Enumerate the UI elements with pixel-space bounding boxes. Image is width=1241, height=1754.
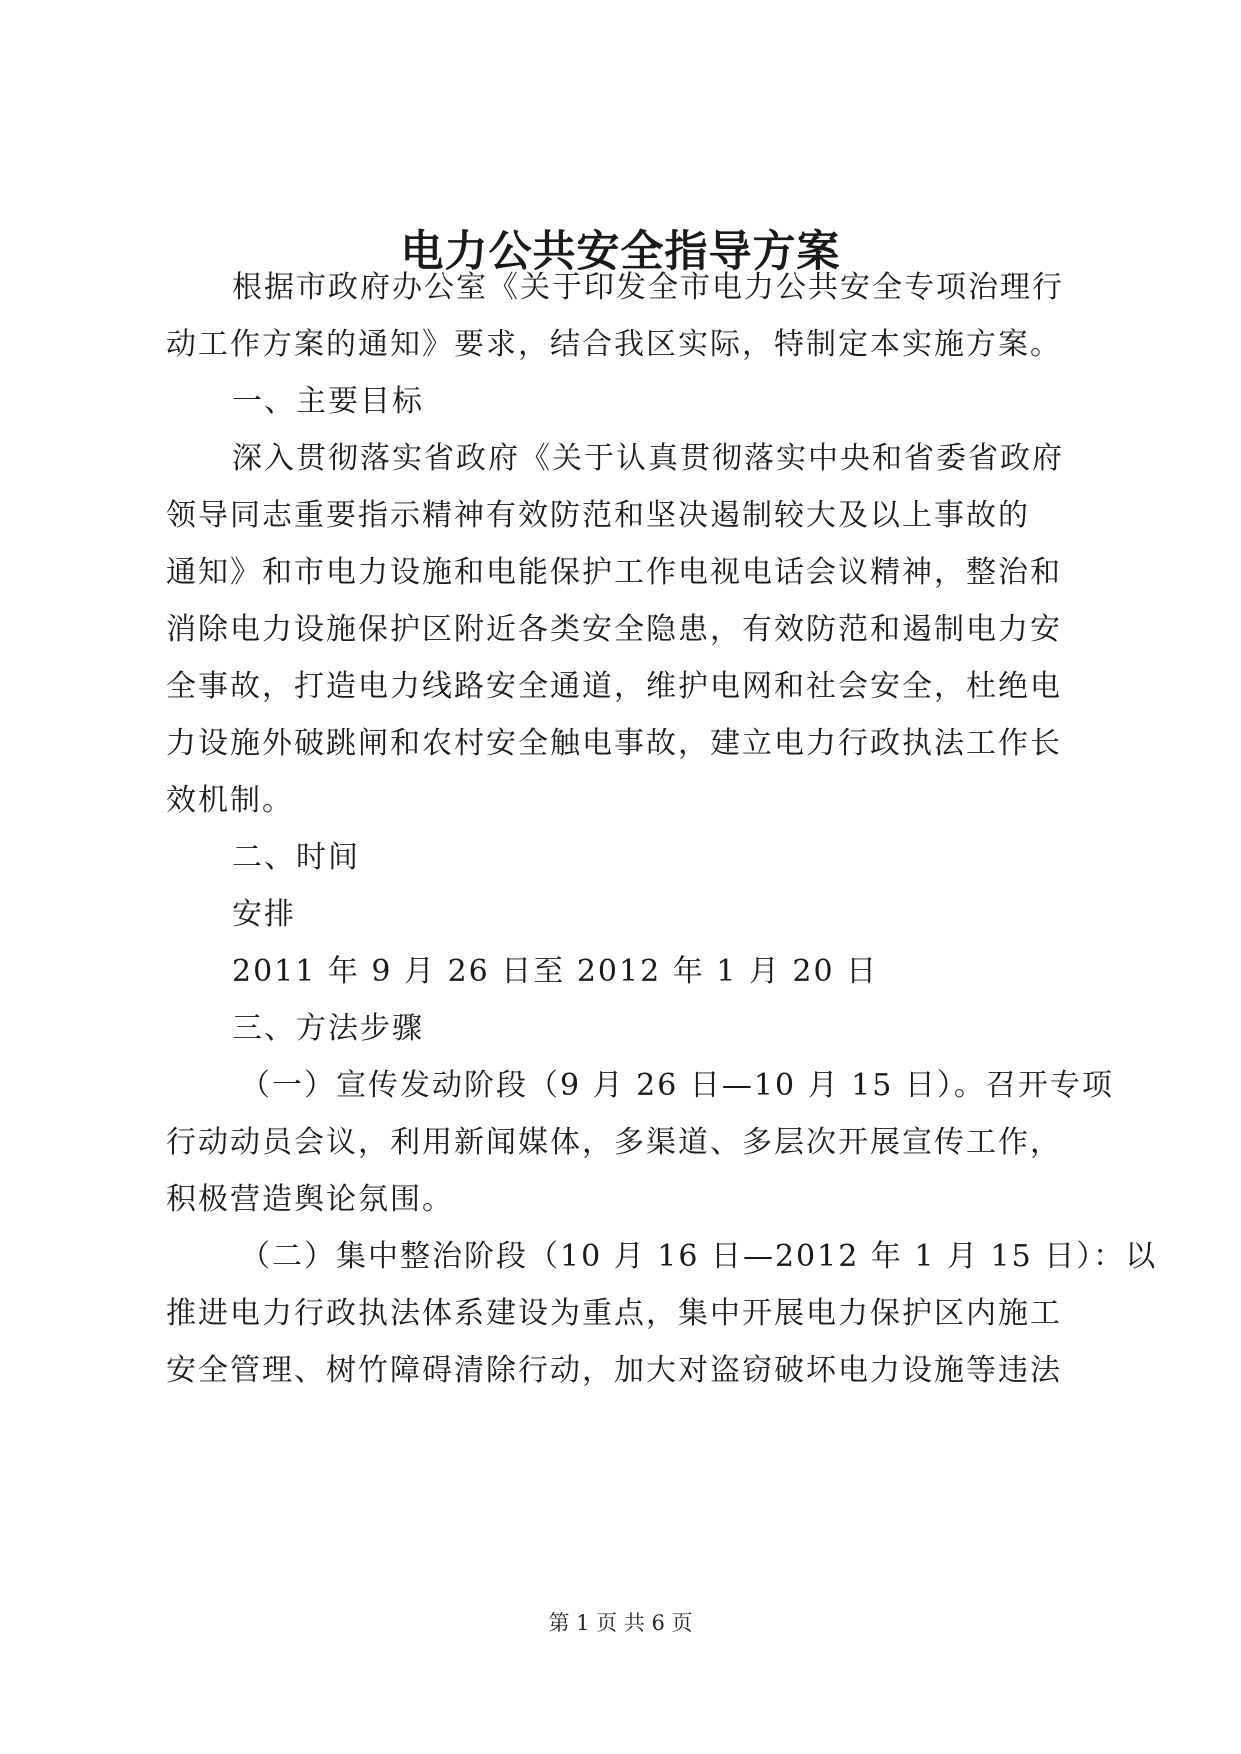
section-heading: 三、方法步骤 bbox=[232, 1011, 424, 1046]
paragraph-line: 根据市政府办公室《关于印发全市电力公共安全专项治理行 bbox=[232, 270, 1064, 305]
paragraph-line: 安排 bbox=[232, 897, 296, 932]
paragraph-line: 深入贯彻落实省政府《关于认真贯彻落实中央和省委省政府 bbox=[232, 441, 1064, 476]
section-heading: 二、时间 bbox=[232, 840, 360, 875]
paragraph-line: 行动动员会议，利用新闻媒体，多渠道、多层次开展宣传工作， bbox=[166, 1125, 1062, 1160]
paragraph-line: 领导同志重要指示精神有效防范和坚决遏制较大及以上事故的 bbox=[166, 498, 1030, 533]
document-title: 电力公共安全指导方案 bbox=[400, 227, 841, 277]
section-heading: 一、主要目标 bbox=[232, 384, 424, 419]
paragraph-line: 动工作方案的通知》要求，结合我区实际，特制定本实施方案。 bbox=[166, 327, 1062, 362]
paragraph-line: 推进电力行政执法体系建设为重点，集中开展电力保护区内施工 bbox=[166, 1296, 1062, 1331]
paragraph-line: 消除电力设施保护区附近各类安全隐患，有效防范和遏制电力安 bbox=[166, 612, 1062, 647]
paragraph-line: 效机制。 bbox=[166, 783, 294, 818]
paragraph-line: 积极营造舆论氛围。 bbox=[166, 1182, 454, 1217]
paragraph-line: 安全管理、树竹障碍清除行动，加大对盗窃破坏电力设施等违法 bbox=[166, 1353, 1062, 1388]
page-footer: 第 1 页 共 6 页 bbox=[548, 1611, 693, 1635]
paragraph-line: 通知》和市电力设施和电能保护工作电视电话会议精神，整治和 bbox=[166, 555, 1062, 590]
paragraph-line: 全事故，打造电力线路安全通道，维护电网和社会安全，杜绝电 bbox=[166, 669, 1062, 704]
paragraph-line: （二）集中整治阶段（10 月 16 日—2012 年 1 月 15 日）：以 bbox=[240, 1239, 1158, 1274]
paragraph-line: 力设施外破跳闸和农村安全触电事故，建立电力行政执法工作长 bbox=[166, 726, 1062, 761]
paragraph-line: （一）宣传发动阶段（9 月 26 日—10 月 15 日）。召开专项 bbox=[240, 1068, 1114, 1103]
date-range-line: 2011 年 9 月 26 日至 2012 年 1 月 20 日 bbox=[232, 954, 879, 989]
